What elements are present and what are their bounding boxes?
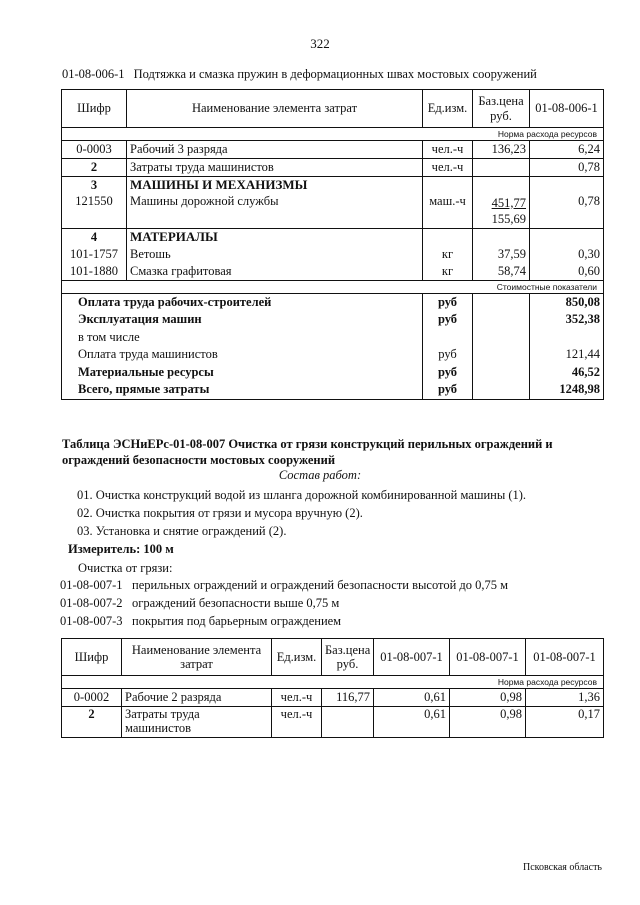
table2-header-code: Шифр — [62, 639, 122, 676]
table1-header-price: Баз.цена руб. — [473, 90, 530, 128]
table1-cost-row — [62, 281, 604, 294]
row-name: Ветошь — [127, 246, 423, 263]
row-value-1: 0,61 — [374, 689, 450, 707]
row-price — [473, 159, 530, 177]
total-value — [530, 329, 604, 347]
section-title: МАШИНЫ И МЕХАНИЗМЫ — [127, 177, 423, 195]
total-value: 46,52 — [530, 364, 604, 382]
row-price-primary: 451,77 — [491, 195, 526, 210]
row-value-2: 0,98 — [450, 707, 526, 738]
row-price-secondary: 155,69 — [491, 212, 526, 226]
variant-item — [60, 578, 508, 594]
row-value-3: 0,17 — [526, 707, 604, 738]
row-price — [322, 707, 374, 738]
table2-title: Таблица ЭСНиЕРс-01-08-007 Очистка от грязи конструкций перильных ограждений и ограждений безопасности мостовых сооружений — [62, 437, 553, 468]
section-title: МАТЕРИАЛЫ — [127, 229, 423, 247]
table2-header-name: Наименование элемента затрат — [122, 639, 272, 676]
page-number: 322 — [310, 36, 330, 51]
row-name: Затраты труда машинистов — [122, 707, 272, 738]
table2-header-variant: 01-08-007-1 — [374, 639, 450, 676]
row-code: 3 — [62, 177, 127, 195]
table2-header-variant: 01-08-007-1 — [450, 639, 526, 676]
total-value: 850,08 — [530, 294, 604, 312]
row-unit: чел.-ч — [423, 141, 473, 159]
table1-cost-label: Стоимостные показатели — [62, 281, 604, 294]
measure: Измеритель: 100 м — [68, 542, 174, 556]
row-unit: кг — [423, 246, 473, 263]
table2-norm-row — [62, 676, 604, 689]
row-code: 0-0002 — [62, 689, 122, 707]
variant-code: 01-08-007-2 — [60, 596, 123, 610]
variant-text: ограждений безопасности выше 0,75 м — [132, 596, 340, 610]
table-row — [62, 707, 604, 738]
total-row — [62, 347, 604, 365]
row-unit: кг — [423, 263, 473, 281]
total-unit — [423, 329, 473, 347]
total-value: 1248,98 — [530, 382, 604, 400]
row-value: 0,60 — [530, 263, 604, 281]
table-row — [62, 194, 604, 229]
table-row — [62, 263, 604, 281]
row-code: 121550 — [62, 194, 127, 229]
row-code: 4 — [62, 229, 127, 247]
row-code: 101-1757 — [62, 246, 127, 263]
row-unit: чел.-ч — [423, 159, 473, 177]
table1-header-unit: Ед.изм. — [423, 90, 473, 128]
row-code: 101-1880 — [62, 263, 127, 281]
variant-text: перильных ограждений и ограждений безопасности высотой до 0,75 м — [132, 578, 509, 592]
row-price: 37,59 — [473, 246, 530, 263]
variant-text: покрытия под барьерным ограждением — [132, 614, 342, 628]
row-price: 136,23 — [473, 141, 530, 159]
total-row — [62, 294, 604, 312]
row-value-3: 1,36 — [526, 689, 604, 707]
row-unit: маш.-ч — [423, 194, 473, 229]
row-price: 58,74 — [473, 263, 530, 281]
row-value: 0,78 — [530, 159, 604, 177]
row-price — [473, 194, 530, 229]
table1-header-code: Шифр — [62, 90, 127, 128]
table2-header-price: Баз.цена руб. — [322, 639, 374, 676]
variant-item — [60, 596, 339, 612]
row-value-1: 0,61 — [374, 707, 450, 738]
table2-header-variant: 01-08-007-1 — [526, 639, 604, 676]
row-value-2: 0,98 — [450, 689, 526, 707]
total-value: 352,38 — [530, 312, 604, 330]
table-section-row — [62, 229, 604, 247]
total-unit: руб — [423, 294, 473, 312]
table1-code: 01-08-006-1 — [62, 67, 125, 81]
table2-header-unit: Ед.изм. — [272, 639, 322, 676]
table1-header-name: Наименование элемента затрат — [127, 90, 423, 128]
row-unit: чел.-ч — [272, 707, 322, 738]
row-name: Рабочие 2 разряда — [122, 689, 272, 707]
total-name: Оплата труда машинистов — [62, 347, 423, 365]
row-code: 0-0003 — [62, 141, 127, 159]
table1-title: Подтяжка и смазка пружин в деформационных швах мостовых сооружений — [133, 67, 537, 81]
variant-item — [60, 614, 341, 630]
work-item: 01. Очистка конструкций водой из шланга дорожной комбинированной машины (1). — [77, 488, 527, 502]
row-value: 6,24 — [530, 141, 604, 159]
clean-from-label: Очистка от грязи: — [78, 561, 173, 575]
table2-norm-label: Норма расхода ресурсов — [62, 676, 604, 689]
row-name: Машины дорожной службы — [127, 194, 423, 229]
total-name: в том числе — [62, 329, 423, 347]
table-section-row — [62, 177, 604, 195]
table2 — [61, 638, 604, 738]
table1 — [61, 89, 604, 400]
table-row — [62, 689, 604, 707]
table1-heading — [62, 67, 537, 83]
variant-code: 01-08-007-3 — [60, 614, 123, 628]
total-row — [62, 329, 604, 347]
row-code: 2 — [62, 159, 127, 177]
table-row — [62, 246, 604, 263]
row-value: 0,78 — [530, 194, 604, 229]
total-row — [62, 364, 604, 382]
table-row — [62, 141, 604, 159]
variant-code: 01-08-007-1 — [60, 578, 123, 592]
total-unit: руб — [423, 382, 473, 400]
work-item: 03. Установка и снятие ограждений (2). — [77, 524, 287, 538]
table2-header-row — [62, 639, 604, 676]
total-unit: руб — [423, 364, 473, 382]
table1-norm-label: Норма расхода ресурсов — [62, 128, 604, 141]
total-name: Оплата труда рабочих-строителей — [62, 294, 423, 312]
total-name: Эксплуатация машин — [62, 312, 423, 330]
row-name: Смазка графитовая — [127, 263, 423, 281]
table-row — [62, 159, 604, 177]
row-unit: чел.-ч — [272, 689, 322, 707]
row-name: Рабочий 3 разряда — [127, 141, 423, 159]
row-price: 116,77 — [322, 689, 374, 707]
total-unit: руб — [423, 312, 473, 330]
table1-header-row — [62, 90, 604, 128]
total-name: Материальные ресурсы — [62, 364, 423, 382]
row-code: 2 — [62, 707, 122, 738]
table1-header-value: 01-08-006-1 — [530, 90, 604, 128]
work-item: 02. Очистка покрытия от грязи и мусора вручную (2). — [77, 506, 363, 520]
total-row — [62, 312, 604, 330]
row-name: Затраты труда машинистов — [127, 159, 423, 177]
row-value: 0,30 — [530, 246, 604, 263]
total-row — [62, 382, 604, 400]
total-unit: руб — [423, 347, 473, 365]
total-name: Всего, прямые затраты — [62, 382, 423, 400]
works-title: Состав работ: — [278, 468, 362, 482]
table1-norm-row — [62, 128, 604, 141]
total-value: 121,44 — [530, 347, 604, 365]
region-footer: Псковская область — [523, 862, 602, 873]
